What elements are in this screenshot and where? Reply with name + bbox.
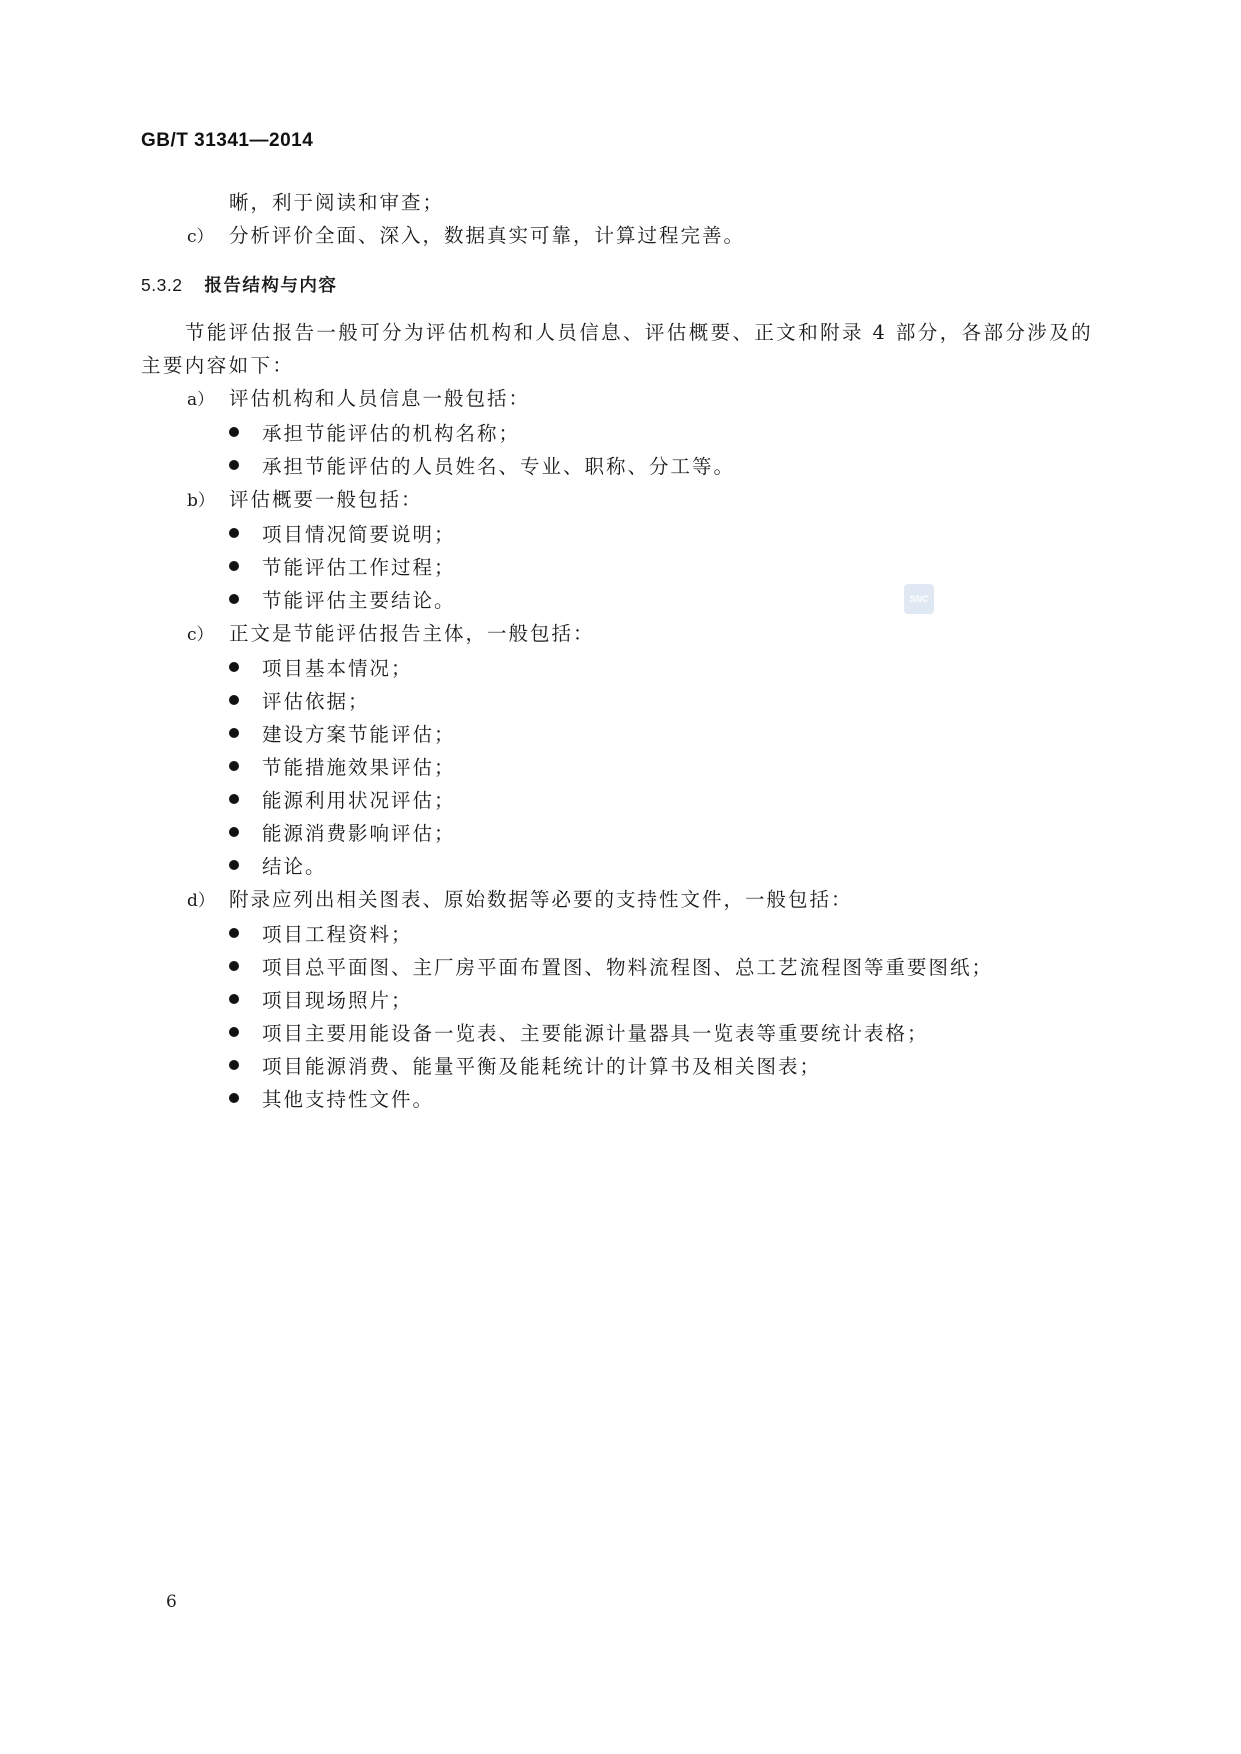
bullet-dot-icon bbox=[229, 761, 239, 771]
bullet-text: 项目现场照片； bbox=[262, 989, 413, 1012]
bullet-text: 能源利用状况评估； bbox=[262, 789, 456, 812]
bullet-text: 建设方案节能评估； bbox=[262, 723, 456, 746]
continuation-line: 晰，利于阅读和审查； bbox=[229, 191, 445, 214]
bullet-dot-icon bbox=[229, 594, 239, 604]
bullet-dot-icon bbox=[229, 460, 239, 470]
list-text: 附录应列出相关图表、原始数据等必要的支持性文件，一般包括： bbox=[229, 888, 853, 911]
bullet-dot-icon bbox=[229, 662, 239, 672]
list-label: c） bbox=[187, 227, 214, 247]
bullet-dot-icon bbox=[229, 1027, 239, 1037]
bullet-item bbox=[141, 1050, 1101, 1083]
list-item-d bbox=[141, 883, 1101, 918]
list-label: a） bbox=[187, 390, 215, 410]
bullet-dot-icon bbox=[229, 860, 239, 870]
bullet-dot-icon bbox=[229, 1093, 239, 1103]
bullet-text: 项目基本情况； bbox=[262, 657, 413, 680]
bullet-dot-icon bbox=[229, 794, 239, 804]
bullet-dot-icon bbox=[229, 728, 239, 738]
bullet-item bbox=[141, 450, 1101, 483]
bullet-text: 项目能源消费、能量平衡及能耗统计的计算书及相关图表； bbox=[262, 1055, 822, 1078]
bullet-item bbox=[141, 1083, 1101, 1116]
bullet-text: 项目情况简要说明； bbox=[262, 523, 456, 546]
bullet-text: 项目总平面图、主厂房平面布置图、物料流程图、总工艺流程图等重要图纸； bbox=[262, 956, 994, 979]
bullet-item bbox=[141, 518, 1101, 551]
standard-code-header: GB/T 31341—2014 bbox=[141, 130, 314, 151]
watermark-logo: SNC bbox=[904, 584, 934, 614]
bullet-dot-icon bbox=[229, 1060, 239, 1070]
bullet-item bbox=[141, 817, 1101, 850]
bullet-dot-icon bbox=[229, 528, 239, 538]
list-label: c） bbox=[187, 625, 214, 645]
list-text: 评估概要一般包括： bbox=[229, 488, 423, 511]
bullet-dot-icon bbox=[229, 827, 239, 837]
bullet-dot-icon bbox=[229, 427, 239, 437]
bullet-text: 节能措施效果评估； bbox=[262, 756, 456, 779]
list-label: d） bbox=[187, 891, 215, 911]
bullet-dot-icon bbox=[229, 695, 239, 705]
bullet-item bbox=[141, 1017, 1101, 1050]
bullet-dot-icon bbox=[229, 994, 239, 1004]
bullet-item bbox=[141, 784, 1101, 817]
bullet-item bbox=[141, 685, 1101, 718]
section-number: 5.3.2 bbox=[141, 275, 183, 295]
bullet-text: 结论。 bbox=[262, 855, 327, 878]
bullet-text: 评估依据； bbox=[262, 690, 370, 713]
list-item-a bbox=[141, 382, 1101, 417]
intro-paragraph: 节能评估报告一般可分为评估机构和人员信息、评估概要、正文和附录 4 部分，各部分涉及的主要内容如下： bbox=[141, 321, 1094, 377]
bullet-item bbox=[141, 551, 1101, 584]
list-item-c bbox=[141, 617, 1101, 652]
list-item-c-continued bbox=[141, 219, 1101, 254]
bullet-item bbox=[141, 918, 1101, 951]
bullet-item bbox=[141, 850, 1101, 883]
list-text: 分析评价全面、深入，数据真实可靠，计算过程完善。 bbox=[229, 224, 746, 247]
bullet-text: 其他支持性文件。 bbox=[262, 1088, 435, 1111]
document-body bbox=[141, 186, 1101, 1116]
bullet-dot-icon bbox=[229, 961, 239, 971]
list-text: 正文是节能评估报告主体，一般包括： bbox=[229, 622, 595, 645]
bullet-text: 节能评估工作过程； bbox=[262, 556, 456, 579]
bullet-text: 承担节能评估的机构名称； bbox=[262, 422, 521, 445]
list-label: b） bbox=[187, 491, 215, 511]
page-number: 6 bbox=[166, 1592, 177, 1612]
list-item-b bbox=[141, 483, 1101, 518]
bullet-item bbox=[141, 984, 1101, 1017]
bullet-text: 节能评估主要结论。 bbox=[262, 589, 456, 612]
bullet-dot-icon bbox=[229, 561, 239, 571]
bullet-item bbox=[141, 718, 1101, 751]
bullet-item bbox=[141, 951, 1101, 984]
bullet-item bbox=[141, 652, 1101, 685]
bullet-item bbox=[141, 417, 1101, 450]
bullet-text: 项目主要用能设备一览表、主要能源计量器具一览表等重要统计表格； bbox=[262, 1022, 929, 1045]
bullet-text: 项目工程资料； bbox=[262, 923, 413, 946]
bullet-dot-icon bbox=[229, 928, 239, 938]
list-text: 评估机构和人员信息一般包括： bbox=[229, 387, 531, 410]
section-title: 报告结构与内容 bbox=[204, 276, 338, 296]
bullet-text: 能源消费影响评估； bbox=[262, 822, 456, 845]
bullet-text: 承担节能评估的人员姓名、专业、职称、分工等。 bbox=[262, 455, 736, 478]
section-heading bbox=[141, 269, 1101, 303]
bullet-item bbox=[141, 751, 1101, 784]
bullet-item bbox=[141, 584, 1101, 617]
